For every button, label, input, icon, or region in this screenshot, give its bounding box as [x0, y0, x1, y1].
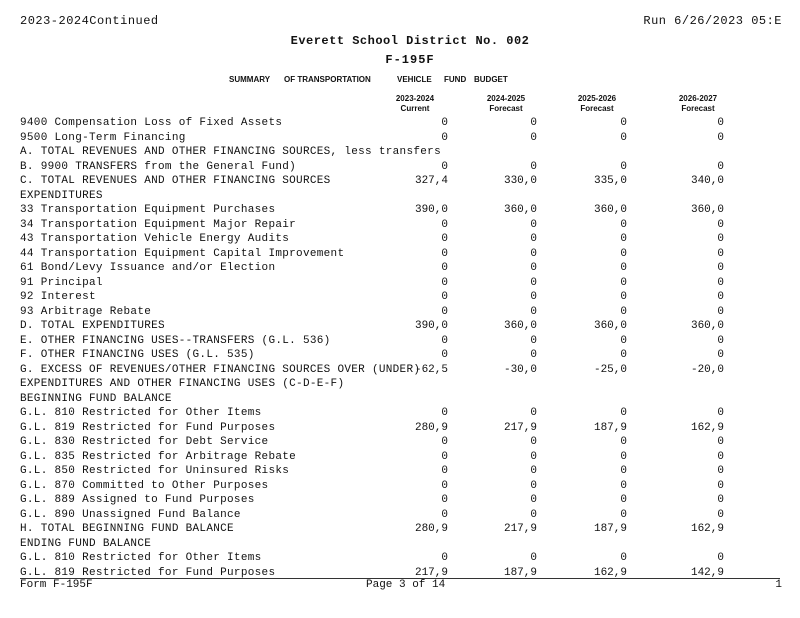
footer-form-id: Form F-195F [20, 579, 93, 591]
row-value-col-4: 0 [717, 276, 724, 289]
column-header-current [380, 94, 450, 114]
row-value-col-4: 0 [717, 218, 724, 231]
row-value-col-3: 0 [620, 305, 627, 318]
row-value-col-3: 0 [620, 494, 627, 506]
row-value-col-4: 0 [717, 508, 724, 521]
row-value-col-1: 0 [441, 276, 448, 289]
row-value-col-3: 0 [620, 160, 627, 173]
row-value-col-3: 0 [620, 247, 627, 260]
row-value-col-2: 0 [530, 131, 537, 144]
row-value-col-1: 0 [441, 334, 448, 347]
row-value-col-2: 0 [530, 450, 537, 463]
row-value-col-2: 217,9 [503, 523, 537, 535]
row-value-col-1: 0 [441, 552, 448, 564]
row-label: BEGINNING FUND BALANCE [20, 392, 172, 405]
table-row [20, 218, 760, 232]
row-label: G. EXCESS OF REVENUES/OTHER FINANCING SOURCES OVER (UNDER) [20, 363, 421, 376]
table-row [20, 464, 760, 478]
row-label: G.L. 889 Assigned to Fund Purposes [20, 494, 255, 506]
row-value-col-3: 0 [620, 276, 627, 289]
row-value-col-4: 0 [717, 349, 724, 361]
column-year: 2023-2024 [395, 94, 435, 103]
table-row [20, 435, 760, 449]
row-value-col-1: 0 [441, 305, 448, 318]
row-label: ENDING FUND BALANCE [20, 537, 152, 550]
row-value-col-2: 0 [530, 262, 537, 274]
row-value-col-3: 0 [620, 131, 627, 144]
row-value-col-3: 360,0 [593, 204, 627, 216]
row-value-col-1: 0 [441, 117, 448, 129]
row-value-col-2: 360,0 [503, 320, 537, 332]
row-value-col-1: 0 [441, 131, 448, 144]
row-label: 61 Bond/Levy Issuance and/or Election [20, 262, 276, 274]
row-value-col-4: 142,9 [690, 566, 724, 579]
row-label: C. TOTAL REVENUES AND OTHER FINANCING SOURCES [20, 175, 331, 187]
table-row [20, 203, 760, 217]
row-value-col-1: 280,9 [414, 523, 448, 535]
row-value-col-4: 162,9 [690, 421, 724, 434]
row-value-col-1: 0 [441, 233, 448, 245]
row-value-col-3: 162,9 [593, 566, 627, 579]
row-value-col-3: 187,9 [593, 523, 627, 535]
row-label: E. OTHER FINANCING USES--TRANSFERS (G.L. 536) [20, 334, 331, 347]
row-value-col-2: 0 [530, 436, 537, 448]
table-row [20, 450, 760, 464]
row-value-col-4: 0 [717, 552, 724, 564]
row-value-col-3: 0 [620, 349, 627, 361]
row-label: 43 Transportation Vehicle Energy Audits [20, 233, 290, 245]
table-row [20, 334, 760, 348]
row-value-col-4: 0 [717, 334, 724, 347]
row-value-col-4: 360,0 [690, 204, 724, 216]
row-value-col-1: 0 [441, 262, 448, 274]
row-value-col-1: 217,9 [414, 566, 448, 579]
row-value-col-1: 0 [441, 291, 448, 303]
row-value-col-2: -30,0 [503, 363, 537, 376]
row-value-col-2: 217,9 [503, 421, 537, 434]
row-value-col-2: 0 [530, 494, 537, 506]
row-value-col-1: 0 [441, 247, 448, 260]
table-row [20, 537, 760, 551]
row-value-col-4: 0 [717, 407, 724, 419]
row-value-col-2: 0 [530, 334, 537, 347]
row-value-col-2: 0 [530, 465, 537, 477]
column-year: 2025-2026 [577, 94, 617, 103]
report-header-left: 2023-2024Continued [20, 14, 159, 28]
row-value-col-4: 0 [717, 436, 724, 448]
column-year: 2024-2025 [486, 94, 526, 103]
row-value-col-4: 0 [717, 160, 724, 173]
row-value-col-4: 0 [717, 233, 724, 245]
row-value-col-4: 340,0 [690, 175, 724, 187]
row-label: 93 Arbitrage Rebate [20, 305, 152, 318]
row-value-col-3: 0 [620, 334, 627, 347]
table-row [20, 174, 760, 188]
row-value-col-3: 0 [620, 479, 627, 492]
row-value-col-1: 0 [441, 407, 448, 419]
column-label: Forecast [681, 104, 715, 113]
row-label: G.L. 810 Restricted for Other Items [20, 552, 262, 564]
row-label: EXPENDITURES [20, 189, 103, 202]
row-value-col-1: 0 [441, 218, 448, 231]
row-label: G.L. 819 Restricted for Fund Purposes [20, 421, 276, 434]
row-value-col-1: 280,9 [414, 421, 448, 434]
footer-page-number: Page 3 of 14 [366, 579, 446, 591]
row-label: EXPENDITURES AND OTHER FINANCING USES (C-D-E-F) [20, 378, 345, 390]
row-value-col-2: 0 [530, 305, 537, 318]
row-value-col-2: 0 [530, 479, 537, 492]
row-value-col-4: 0 [717, 262, 724, 274]
row-label: G.L. 890 Unassigned Fund Balance [20, 508, 241, 521]
row-label: 34 Transportation Equipment Major Repair [20, 218, 297, 231]
row-value-col-2: 0 [530, 247, 537, 260]
table-row [20, 189, 760, 203]
row-label: H. TOTAL BEGINNING FUND BALANCE [20, 523, 234, 535]
column-header-forecast-1 [471, 94, 541, 114]
row-value-col-4: 0 [717, 117, 724, 129]
row-value-col-3: 0 [620, 262, 627, 274]
subtitle-fund: FUND [444, 75, 467, 84]
table-row [20, 319, 760, 333]
table-row [20, 479, 760, 493]
row-label: G.L. 870 Committed to Other Purposes [20, 479, 269, 492]
row-value-col-3: 187,9 [593, 421, 627, 434]
row-label: 91 Principal [20, 276, 103, 289]
row-label: B. 9900 TRANSFERS from the General Fund) [20, 160, 297, 173]
row-label: G.L. 835 Restricted for Arbitrage Rebate [20, 450, 297, 463]
row-value-col-1: 0 [441, 465, 448, 477]
row-value-col-2: 330,0 [503, 175, 537, 187]
row-value-col-2: 187,9 [503, 566, 537, 579]
column-label: Forecast [489, 104, 523, 113]
row-label: D. TOTAL EXPENDITURES [20, 320, 165, 332]
row-value-col-2: 0 [530, 160, 537, 173]
row-value-col-2: 0 [530, 407, 537, 419]
table-row [20, 247, 760, 261]
row-label: G.L. 850 Restricted for Uninsured Risks [20, 465, 290, 477]
row-label: G.L. 810 Restricted for Other Items [20, 407, 262, 419]
row-value-col-3: 0 [620, 436, 627, 448]
table-row [20, 160, 760, 174]
row-value-col-4: 0 [717, 450, 724, 463]
row-value-col-1: 0 [441, 450, 448, 463]
district-title: Everett School District No. 002 [290, 34, 530, 48]
row-value-col-4: 0 [717, 291, 724, 303]
subtitle-vehicle: VEHICLE [397, 75, 432, 84]
row-value-col-4: 0 [717, 305, 724, 318]
row-value-col-2: 360,0 [503, 204, 537, 216]
row-value-col-1: 390,0 [414, 204, 448, 216]
subtitle-summary: SUMMARY [229, 75, 271, 84]
row-value-col-3: 0 [620, 407, 627, 419]
table-row [20, 261, 760, 275]
table-row [20, 406, 760, 420]
table-row [20, 305, 760, 319]
table-row [20, 421, 760, 435]
table-row [20, 392, 760, 406]
form-title: F-195F [385, 53, 435, 67]
row-value-col-3: 0 [620, 233, 627, 245]
row-value-col-1: 0 [441, 436, 448, 448]
subtitle-of-transportation: OF TRANSPORTATION [284, 75, 371, 84]
row-value-col-2: 0 [530, 117, 537, 129]
row-value-col-3: 0 [620, 552, 627, 564]
table-row [20, 522, 760, 536]
row-value-col-2: 0 [530, 218, 537, 231]
column-label: Forecast [580, 104, 614, 113]
row-value-col-2: 0 [530, 291, 537, 303]
row-value-col-3: 0 [620, 508, 627, 521]
row-value-col-1: 0 [441, 160, 448, 173]
column-year: 2026-2027 [678, 94, 718, 103]
table-row [20, 232, 760, 246]
row-value-col-4: 0 [717, 494, 724, 506]
row-value-col-4: 162,9 [690, 523, 724, 535]
row-value-col-1: 0 [441, 349, 448, 361]
row-value-col-2: 0 [530, 349, 537, 361]
table-row [20, 290, 760, 304]
row-label: 9400 Compensation Loss of Fixed Assets [20, 117, 283, 129]
row-value-col-2: 0 [530, 552, 537, 564]
table-row [20, 493, 760, 507]
table-row [20, 131, 760, 145]
row-value-col-3: 0 [620, 291, 627, 303]
table-row [20, 377, 760, 391]
table-row [20, 363, 760, 377]
column-header-forecast-3 [663, 94, 733, 114]
row-value-col-4: 0 [717, 465, 724, 477]
column-header-forecast-2 [562, 94, 632, 114]
row-value-col-2: 0 [530, 276, 537, 289]
row-label: 92 Interest [20, 291, 96, 303]
row-label: G.L. 830 Restricted for Debt Service [20, 436, 269, 448]
footer-right-mark: 1 [775, 579, 782, 591]
row-value-col-3: 0 [620, 465, 627, 477]
row-value-col-3: 335,0 [593, 175, 627, 187]
row-value-col-4: 360,0 [690, 320, 724, 332]
row-value-col-1: 0 [441, 494, 448, 506]
row-label: 9500 Long-Term Financing [20, 131, 186, 144]
row-label: 33 Transportation Equipment Purchases [20, 204, 276, 216]
subtitle-budget: BUDGET [474, 75, 508, 84]
row-value-col-3: 360,0 [593, 320, 627, 332]
row-value-col-1: 327,4 [414, 175, 448, 187]
row-value-col-4: 0 [717, 479, 724, 492]
row-value-col-1: 0 [441, 508, 448, 521]
row-value-col-1: 390,0 [414, 320, 448, 332]
row-value-col-4: 0 [717, 247, 724, 260]
row-value-col-2: 0 [530, 508, 537, 521]
table-row [20, 551, 760, 565]
row-label: A. TOTAL REVENUES AND OTHER FINANCING SOURCES, less transfers [20, 146, 441, 158]
row-value-col-4: 0 [717, 131, 724, 144]
row-label: 44 Transportation Equipment Capital Improvement [20, 247, 345, 260]
row-value-col-1: 0 [441, 479, 448, 492]
row-value-col-3: -25,0 [593, 363, 627, 376]
column-label: Current [400, 104, 430, 113]
table-row [20, 276, 760, 290]
row-value-col-2: 0 [530, 233, 537, 245]
table-row [20, 348, 760, 362]
row-value-col-3: 0 [620, 117, 627, 129]
report-run-timestamp: Run 6/26/2023 05:E [643, 14, 782, 28]
row-value-col-4: -20,0 [690, 363, 724, 376]
row-value-col-3: 0 [620, 218, 627, 231]
row-label: G.L. 819 Restricted for Fund Purposes [20, 566, 276, 579]
table-row [20, 116, 760, 130]
row-value-col-1: -62,5 [414, 363, 448, 376]
row-label: F. OTHER FINANCING USES (G.L. 535) [20, 349, 255, 361]
table-row [20, 508, 760, 522]
table-row [20, 145, 760, 159]
row-value-col-3: 0 [620, 450, 627, 463]
